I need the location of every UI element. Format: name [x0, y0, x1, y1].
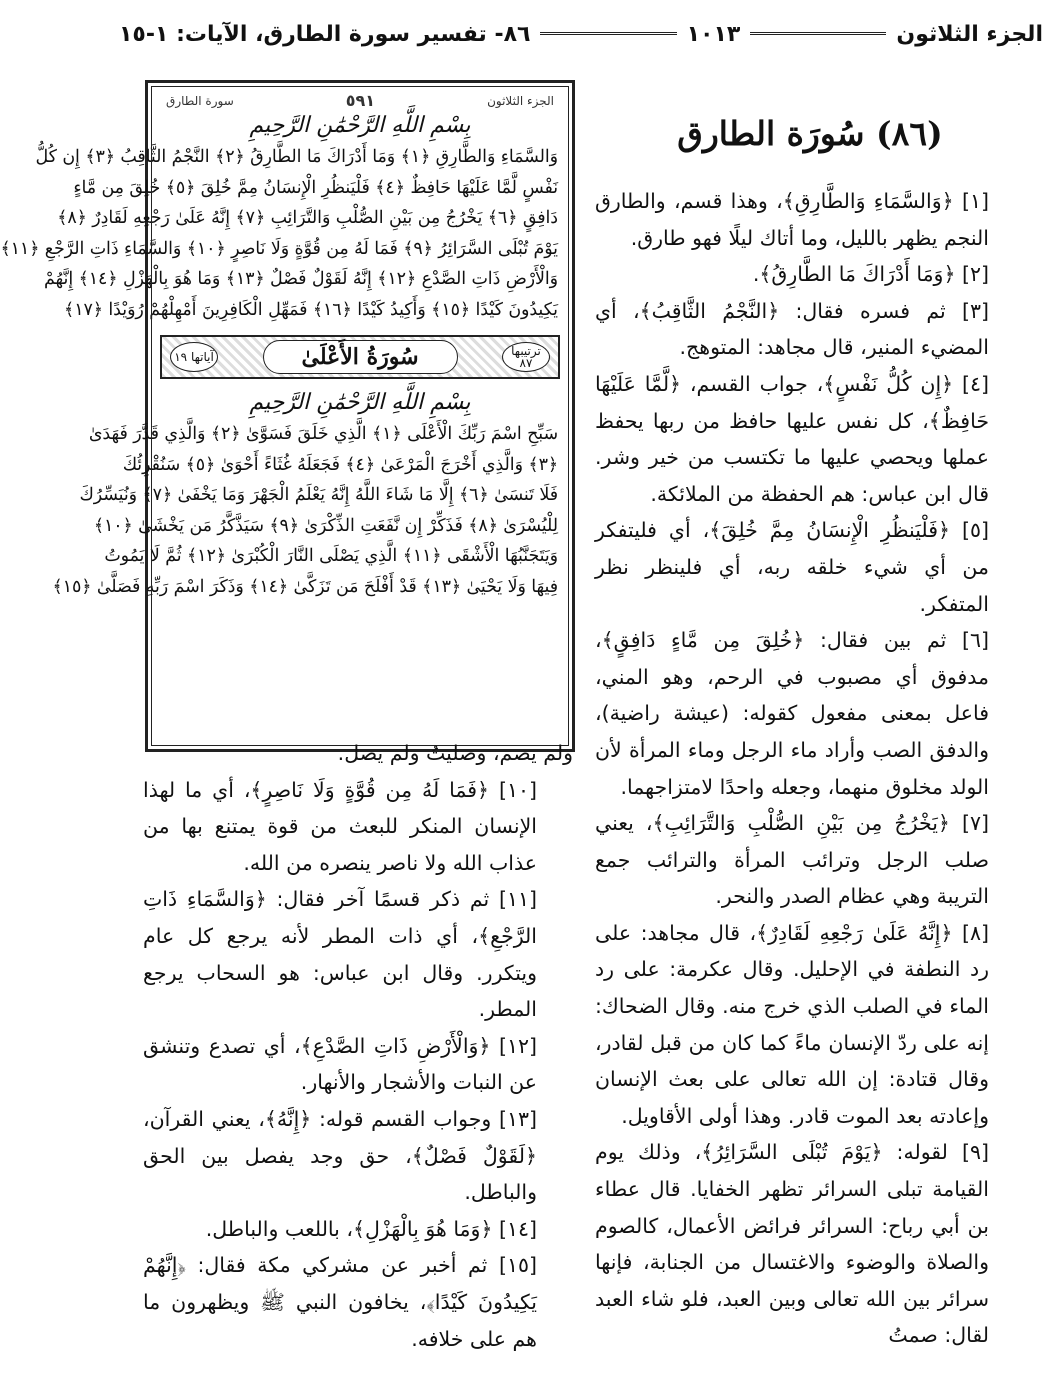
tafsir-paragraph: [٣] ثم فسره فقال: ﴿النَّجْمُ الثَّاقِبُ﴾، أي المضيء المنير، قال مجاهد: المتوهج. — [595, 298, 989, 360]
tafsir-paragraph: [٤] ﴿إِن كُلُّ نَفْسٍ﴾، جواب القسم، ﴿لَّمَّا عَلَيْهَا حَافِظٌ﴾، كل نفس عليها حافظ من ربها يحفظ عملها ويحصي عليها ما تكتسب من خير وشر. قال ابن عباس: هم الحفظة من الملائكة. — [595, 371, 989, 506]
quran-line: دَافِقٍ ﴿٦﴾ يَخْرُجُ مِن بَيْنِ الصُّلْبِ وَالتَّرَائِبِ ﴿٧﴾ إِنَّهُ عَلَىٰ رَجْعِهِ لَقَادِرٌ ﴿٨﴾ — [57, 208, 558, 228]
tafsir-paragraph: [٦] ثم بين فقال: ﴿خُلِقَ مِن مَّاءٍ دَافِقٍ﴾، مدفوق أي مصبوب في الرحم، وهو المني، فاعل بمعنى مفعول كقوله: (عيشة راضية)، والدفق الصب وأراد ماء الرجل وماء المرأة لأن الولد مخلوق منهما، وجعله واحدًا لامتزاجهما. — [595, 628, 989, 799]
tafsir-paragraph: [١٢] ﴿وَالْأَرْضِ ذَاتِ الصَّدْعِ﴾، أي تصدع وتنشق عن النبات والأشجار والأنهار. — [143, 1033, 537, 1095]
tafsir-paragraph: ولم يصم، وصليتُ ولم يصل. — [337, 741, 573, 765]
surah-title: (٨٦) سُورَة الطارق — [677, 114, 943, 153]
quran-line: يَكِيدُونَ كَيْدًا ﴿١٥﴾ وَأَكِيدُ كَيْدًا ﴿١٦﴾ فَمَهِّلِ الْكَافِرِينَ أَمْهِلْهُمْ رُوَيْدًا ﴿١٧﴾ — [64, 299, 558, 320]
quran-line: ﴿٣﴾ وَالَّذِي أَخْرَجَ الْمَرْعَىٰ ﴿٤﴾ فَجَعَلَهُ غُثَاءً أَحْوَىٰ ﴿٥﴾ سَنُقْرِئُكَ — [122, 454, 558, 475]
quran-line: يَوْمَ تُبْلَى السَّرَائِرُ ﴿٩﴾ فَمَا لَهُ مِن قُوَّةٍ وَلَا نَاصِرٍ ﴿١٠﴾ وَالسَّمَاءِ ذَاتِ الرَّجْعِ ﴿١١﴾ — [0, 238, 558, 259]
page-header — [119, 12, 1043, 56]
tafsir-paragraph: [٥] ﴿فَلْيَنظُرِ الْإِنسَانُ مِمَّ خُلِقَ﴾، أي فليتفكر من أي شيء خلقه ربه، أي فلينظر نظر المتفكر. — [595, 518, 989, 616]
quran-line: لِلْيُسْرَىٰ ﴿٨﴾ فَذَكِّرْ إِن نَّفَعَتِ الذِّكْرَىٰ ﴿٩﴾ سَيَذَّكَّرُ مَن يَخْشَىٰ ﴿١٠﴾ — [93, 515, 558, 536]
mushaf-page-box — [0, 80, 575, 752]
header-rule — [750, 32, 886, 37]
tafsir-paragraph: [١] ﴿وَالسَّمَاءِ وَالطَّارِقِ﴾، وهذا قسم، والطارق النجم يظهر بالليل، وما أتاك ليلًا فهو طارق. — [595, 189, 989, 250]
tafsir-paragraph: [١٥] ثم أخبر عن مشركي مكة فقال: ﴿إِنَّهُمْ يَكِيدُونَ كَيْدًا﴾، يخافون النبي ﷺ ويظهرون ما هم على خلافه. — [143, 1253, 537, 1351]
quran-line: فِيهَا وَلَا يَحْيَىٰ ﴿١٣﴾ قَدْ أَفْلَحَ مَن تَزَكَّىٰ ﴿١٤﴾ وَذَكَرَ اسْمَ رَبِّهِ فَصَلَّىٰ ﴿١٥﴾ — [52, 576, 558, 597]
quran-line: نَفْسٍ لَّمَّا عَلَيْهَا حَافِظٌ ﴿٤﴾ فَلْيَنظُرِ الْإِنسَانُ مِمَّ خُلِقَ ﴿٥﴾ خُلِقَ مِن مَّاءٍ — [73, 177, 558, 198]
quran-line: فَلَا تَنسَىٰ ﴿٦﴾ إِلَّا مَا شَاءَ اللَّهُ إِنَّهُ يَعْلَمُ الْجَهْرَ وَمَا يَخْفَىٰ ﴿٧﴾ وَنُيَسِّرُكَ — [79, 485, 558, 505]
basmala: بِسْمِ اللَّهِ الرَّحْمَٰنِ الرَّحِيمِ — [249, 390, 471, 415]
tafsir-paragraph: [١٣] وجواب القسم قوله: ﴿إِنَّهُ﴾، يعني القرآن، ﴿لَقَوْلٌ فَصْلٌ﴾، حق وجد يفصل بين الحق والباطل. — [143, 1106, 537, 1205]
mushaf-header-juz: الجزء الثلاثون — [487, 93, 554, 108]
banner-order-cartouche: ترتيبها ٨٧ — [502, 342, 550, 372]
left-column — [143, 735, 573, 1357]
tafsir-paragraph: [١١] ثم ذكر قسمًا آخر فقال: ﴿وَالسَّمَاءِ ذَاتِ الرَّجْعِ﴾، أي ذات المطر لأنه يرجع كل عام ويتكرر. وقال ابن عباس: هو السحاب يرجع المطر. — [143, 887, 537, 1022]
basmala: بِسْمِ اللَّهِ الرَّحْمَٰنِ الرَّحِيمِ — [249, 113, 471, 138]
header-juz: الجزء الثلاثون — [896, 21, 1043, 47]
banner-surah-name: سُورَةُ الأَعْلَىٰ — [263, 340, 458, 374]
tafsir-paragraph: [١٤] ﴿وَمَا هُوَ بِالْهَزْلِ﴾، باللعب والباطل. — [205, 1216, 537, 1241]
mushaf-header — [148, 83, 572, 110]
quran-line: وَالسَّمَاءِ وَالطَّارِقِ ﴿١﴾ وَمَا أَدْرَاكَ مَا الطَّارِقُ ﴿٢﴾ النَّجْمُ الثَّاقِبُ ﴿٣﴾ إِن كُلُّ — [35, 147, 558, 167]
banner-verses-cartouche: آياتها ١٩ — [170, 342, 218, 372]
tafsir-paragraph: [٢] ﴿وَمَا أَدْرَاكَ مَا الطَّارِقُ﴾. — [752, 262, 989, 287]
mushaf-header-surah: سورة الطارق — [166, 93, 234, 108]
surah-banner — [160, 335, 560, 379]
header-section: ٨٦- تفسير سورة الطارق، الآيات: ١-١٥ — [118, 21, 531, 47]
tafsir-paragraph: [٨] ﴿إِنَّهُ عَلَىٰ رَجْعِهِ لَقَادِرٌ﴾، قال مجاهد: على رد النطفة في الإحليل. وقال عكرمة: على رد الماء في الصلب الذي خرج منه. وقال الضحاك: إنه على ردّ الإنسان ماءً كما كان من قبل لقادر، وقال قتادة: إن الله تعالى على بعث الإنسان وإعادته بعد الموت قادر. وهذا أولى الأقاويل. — [595, 920, 989, 1128]
quran-line: سَبِّحِ اسْمَ رَبِّكَ الْأَعْلَى ﴿١﴾ الَّذِي خَلَقَ فَسَوَّىٰ ﴿٢﴾ وَالَّذِي قَدَّرَ فَهَدَىٰ — [88, 424, 558, 444]
quran-line: وَيَتَجَنَّبُهَا الْأَشْقَى ﴿١١﴾ الَّذِي يَصْلَى النَّارَ الْكُبْرَىٰ ﴿١٢﴾ ثُمَّ لَا يَمُوتُ — [104, 546, 558, 566]
tafsir-paragraph: [٩] لقوله: ﴿يَوْمَ تُبْلَى السَّرَائِرُ﴾، وذلك يوم القيامة تبلى السرائر تظهر الخفايا. قال عطاء بن أبي رباح: السرائر فرائض الأعمال، كالصوم والصلاة والوضوء والاغتسال من الجنابة، فإنها سرائر بين الله تعالى وبين العبد، فلو شاء العبد لقال: صمتُ — [595, 1140, 989, 1348]
mushaf-page-number: ٥٩١ — [345, 91, 376, 110]
tafsir-paragraph: [١٠] ﴿فَمَا لَهُ مِن قُوَّةٍ وَلَا نَاصِرٍ﴾، أي ما لهذا الإنسان المنكر للبعث من قوة يمتنع بها من عذاب الله ولا ناصر ينصره من الله. — [143, 777, 537, 875]
tafsir-paragraph: [٧] ﴿يَخْرُجُ مِن بَيْنِ الصُّلْبِ وَالتَّرَائِبِ﴾، يعني صلب الرجل وترائب المرأة والترائب جمع التريبة وهي عظام الصدر والنحر. — [595, 811, 989, 909]
quran-line: وَالْأَرْضِ ذَاتِ الصَّدْعِ ﴿١٢﴾ إِنَّهُ لَقَوْلٌ فَصْلٌ ﴿١٣﴾ وَمَا هُوَ بِالْهَزْلِ ﴿١٤﴾ إِنَّهُمْ — [44, 269, 558, 289]
header-page-number: ١٠١٣ — [686, 21, 741, 47]
header-rule — [540, 32, 676, 37]
right-column — [595, 100, 1025, 1354]
